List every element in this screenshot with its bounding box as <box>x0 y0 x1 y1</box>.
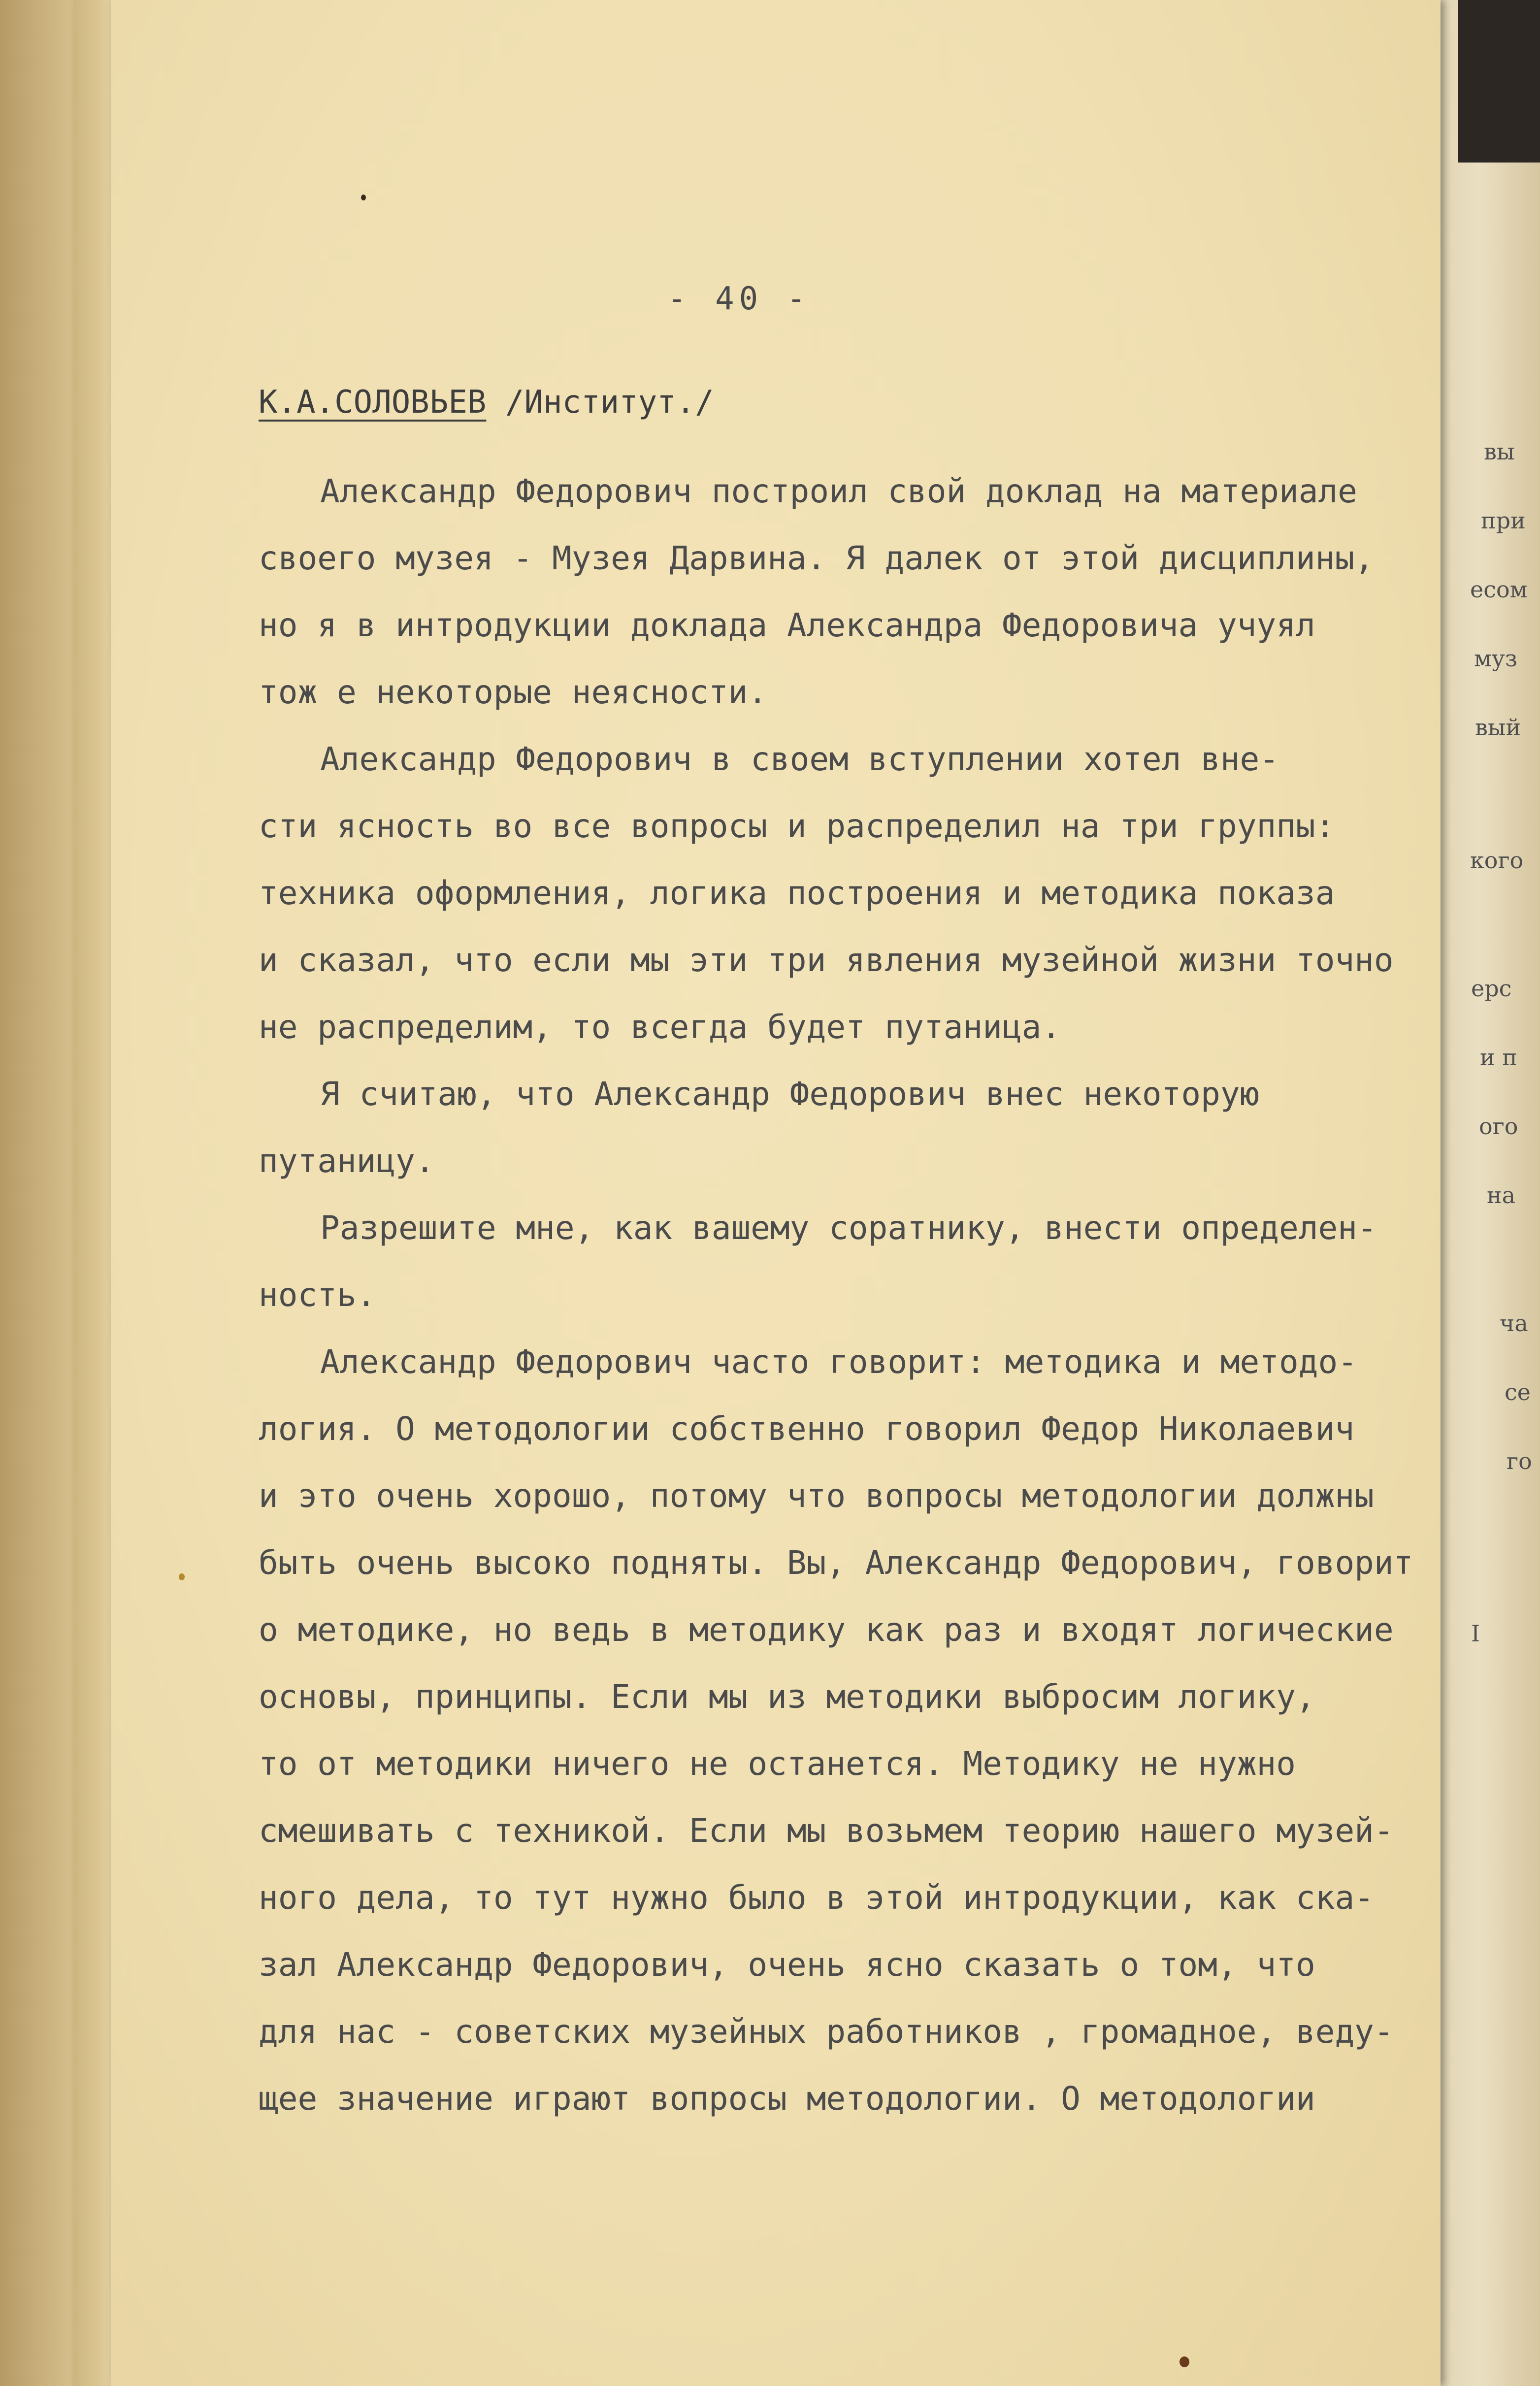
fragment: ого <box>1479 1113 1518 1140</box>
paper-stain <box>179 1573 185 1580</box>
text-line: Я считаю, что Александр Федорович внес некоторую <box>320 1075 1260 1113</box>
page-number: - 40 - <box>667 281 811 317</box>
fragment: и п <box>1480 1044 1517 1071</box>
fragment: го <box>1507 1448 1532 1474</box>
fragment: муз <box>1474 645 1517 672</box>
text-line: техника оформления, логика построения и методика показа <box>259 874 1335 912</box>
text-line: Александр Федорович построил свой доклад на материале <box>320 472 1357 510</box>
text-line: логия. О методологии собственно говорил Федор Николаевич <box>259 1410 1355 1448</box>
text-line: тож е некоторые неясности. <box>259 673 768 711</box>
text-line: но я в интродукции доклада Александра Федоровича учуял <box>259 606 1315 644</box>
speaker-affiliation: /Институт./ <box>505 384 714 421</box>
text-line: Разрешите мне, как вашему соратнику, внести определен- <box>320 1209 1377 1247</box>
text-line: зал Александр Федорович, очень ясно сказать о том, что <box>259 1946 1315 1984</box>
text-line: Александр Федорович часто говорит: методика и методо- <box>320 1343 1357 1381</box>
fragment: вы <box>1484 438 1515 465</box>
fragment: есом <box>1470 576 1528 603</box>
underlying-page-text <box>1470 0 1540 2386</box>
text-line: то от методики ничего не останется. Методику не нужно <box>259 1745 1296 1783</box>
text-line: и это очень хорошо, потому что вопросы методологии должны <box>259 1477 1374 1515</box>
text-line: путаницу. <box>259 1142 435 1180</box>
text-line: для нас - советских музейных работников , громадное, веду- <box>259 2013 1394 2051</box>
ink-speck <box>361 195 366 200</box>
text-line: быть очень высоко подняты. Вы, Александр Федорович, говорит <box>259 1544 1413 1582</box>
text-line: Александр Федорович в своем вступлении хотел вне- <box>320 740 1279 778</box>
fragment: I <box>1471 1620 1480 1647</box>
text-line: своего музея - Музея Дарвина. Я далек от этой дисциплины, <box>259 539 1374 577</box>
text-line: о методике, но ведь в методику как раз и входят логические <box>259 1611 1394 1649</box>
fragment: ча <box>1500 1310 1528 1337</box>
text-line: щее значение играют вопросы методологии. О методологии <box>259 2080 1315 2118</box>
paper-damage <box>1180 2356 1189 2367</box>
text-line: не распределим, то всегда будет путаница. <box>259 1008 1061 1046</box>
text-line: сти ясность во все вопросы и распределил на три группы: <box>259 807 1335 845</box>
text-line: основы, принципы. Если мы из методики выбросим логику, <box>259 1678 1315 1716</box>
fragment: при <box>1481 507 1526 534</box>
text-line: ность. <box>259 1276 376 1314</box>
text-line: ного дела, то тут нужно было в этой интродукции, как ска- <box>259 1879 1374 1917</box>
text-line: смешивать с техникой. Если мы возьмем теорию нашего музей- <box>259 1812 1394 1850</box>
fragment: кого <box>1470 847 1524 874</box>
fragment: вый <box>1475 714 1521 741</box>
fragment: на <box>1487 1182 1516 1209</box>
speech-text <box>259 458 1450 2132</box>
text-line: и сказал, что если мы эти три явления музейной жизни точно <box>259 941 1394 979</box>
speaker-heading <box>259 384 714 421</box>
fragment: се <box>1505 1379 1531 1405</box>
fragment: ерс <box>1471 975 1512 1002</box>
speaker-name: К.А.СОЛОВЬЕВ <box>259 384 487 421</box>
